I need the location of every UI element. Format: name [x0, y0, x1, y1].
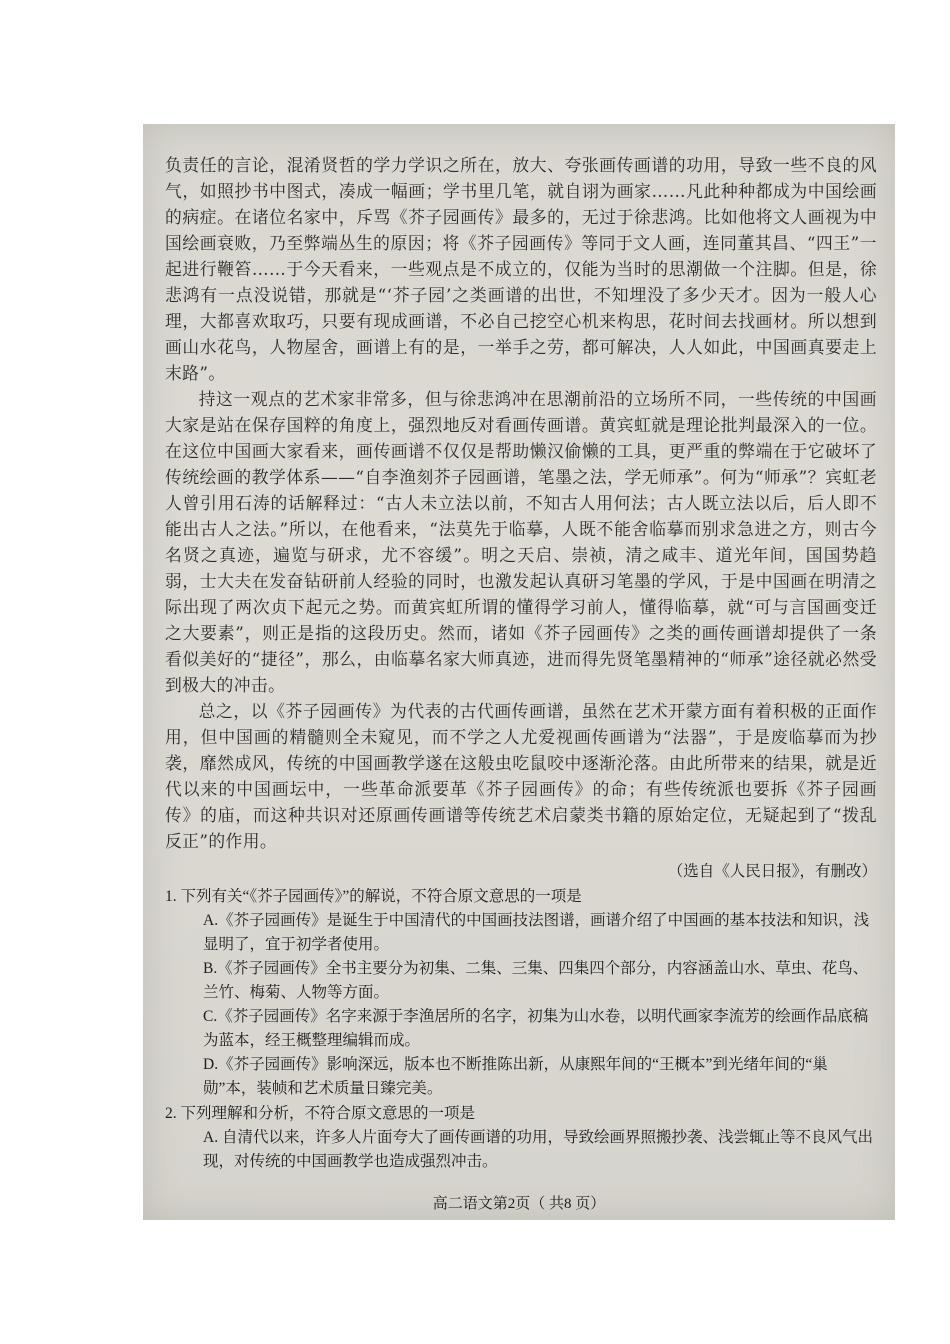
passage-paragraph-3: 总之，以《芥子园画传》为代表的古代画传画谱，虽然在艺术开蒙方面有着积极的正面作用，但中国画的精髓则全未窥见，而不学之人尤爱视画传画谱为“法器”，于是废临摹而为抄袭，靡然成风，传统的中国画教学遂在这般虫吃鼠咬中逐渐沦落。由此所带来的结果，就是近代以来的中国画坛中，一些革命派要革《芥子园画传》的命；有些传统派也要拆《芥子园画传》的庙，而这种共识对还原画传画谱等传统艺术启蒙类书籍的原始定位，无疑起到了“拨乱反正”的作用。: [165, 701, 877, 851]
question-1-option-b: B.《芥子园画传》全书主要分为初集、二集、三集、四集四个部分，内容涵盖山水、草虫、花鸟、兰竹、梅菊、人物等方面。: [203, 960, 869, 1001]
question-1-option-d: D.《芥子园画传》影响深远，版本也不断推陈出新，从康熙年间的“王概本”到光绪年间的“巢勋”本，装帧和艺术质量日臻完美。: [203, 1056, 828, 1097]
page-footer: 高二语文第2页（ 共8 页）: [432, 1196, 606, 1212]
question-1-option-c: C.《芥子园画传》名字来源于李渔居所的名字，初集为山水卷，以明代画家李流芳的绘画作品底稿为蓝本，经王概整理编辑而成。: [203, 1008, 869, 1049]
passage-paragraph-2: 持这一观点的艺术家非常多，但与徐悲鸿冲在思潮前沿的立场所不同，一些传统的中国画大家是站在保存国粹的角度上，强烈地反对看画传画谱。黄宾虹就是理论批判最深入的一位。在这位中国画大家看来，画传画谱不仅仅是帮助懒汉偷懒的工具，更严重的弊端在于它破坏了传统绘画的教学体系——“自李渔刻芥子园画谱，笔墨之法，学无师承”。何为“师承”？宾虹老人曾引用石涛的话解释过：“古人未立法以前，不知古人用何法；古人既立法以后，后人即不能出古人之法。”所以，在他看来，“法莫先于临摹，人既不能舍临摹而别求急进之方，则古今名贤之真迹，遍览与研求，尤不容缓”。明之天启、崇祯，清之咸丰、道光年间，国国势趋弱，士大夫在发奋钻研前人经验的同时，也激发起认真研习笔墨的学风，于是中国画在明清之际出现了两次贞下起元之势。而黄宾虹所谓的懂得学习前人，懂得临摹，就“可与言国画变迁之大要素”，则正是指的这段历史。然而，诸如《芥子园画传》之类的画传画谱却提供了一条看似美好的“捷径”，那么，由临摹名家大师真迹，进而得先贤笔墨精神的“师承”途径就必然受到极大的冲击。: [165, 389, 877, 695]
exam-page: [165, 152, 877, 1174]
scanned-page-photo: [143, 124, 895, 1220]
passage-paragraph-1: 负责任的言论，混淆贤哲的学力学识之所在，放大、夸张画传画谱的功用，导致一些不良的风气，如照抄书中图式，凑成一幅画；学书里几笔，就自诩为画家……凡此种种都成为中国绘画的病症。在诸位名家中，斥骂《芥子园画传》最多的，无过于徐悲鸿。比如他将文人画视为中国绘画衰败，乃至弊端丛生的原因；将《芥子园画传》等同于文人画，连同董其昌、“四王”一起进行鞭笞……于今天看来，一些观点是不成立的，仅能为当时的思潮做一个注脚。但是，徐悲鸿有一点没说错，那就是“‘芥子园’之类画谱的出世，不知埋没了多少天才。因为一般人心理，大都喜欢取巧，只要有现成画谱，不必自己挖空心机来构思，花时间去找画材。所以想到画山水花鸟，人物屋舍，画谱上有的是，一举手之劳，都可解决，人人如此，中国画真要走上末路”。: [165, 155, 877, 383]
passage-source: （选自《人民日报》，有删改）: [667, 862, 877, 880]
question-2-option-a: A. 自清代以来，许多人片面夸大了画传画谱的功用，导致绘画界照搬抄袭、浅尝辄止等不良风气出现，对传统的中国画教学也造成强烈冲击。: [203, 1129, 873, 1170]
question-2-stem: 2. 下列理解和分析，不符合原文意思的一项是: [165, 1105, 476, 1122]
question-1-option-a: A.《芥子园画传》是诞生于中国清代的中国画技法图谱，画谱介绍了中国画的基本技法和知识，浅显明了，宜于初学者使用。: [203, 912, 870, 953]
question-1-stem: 1. 下列有关“《芥子园画传》”的解说，不符合原文意思的一项是: [165, 888, 582, 905]
